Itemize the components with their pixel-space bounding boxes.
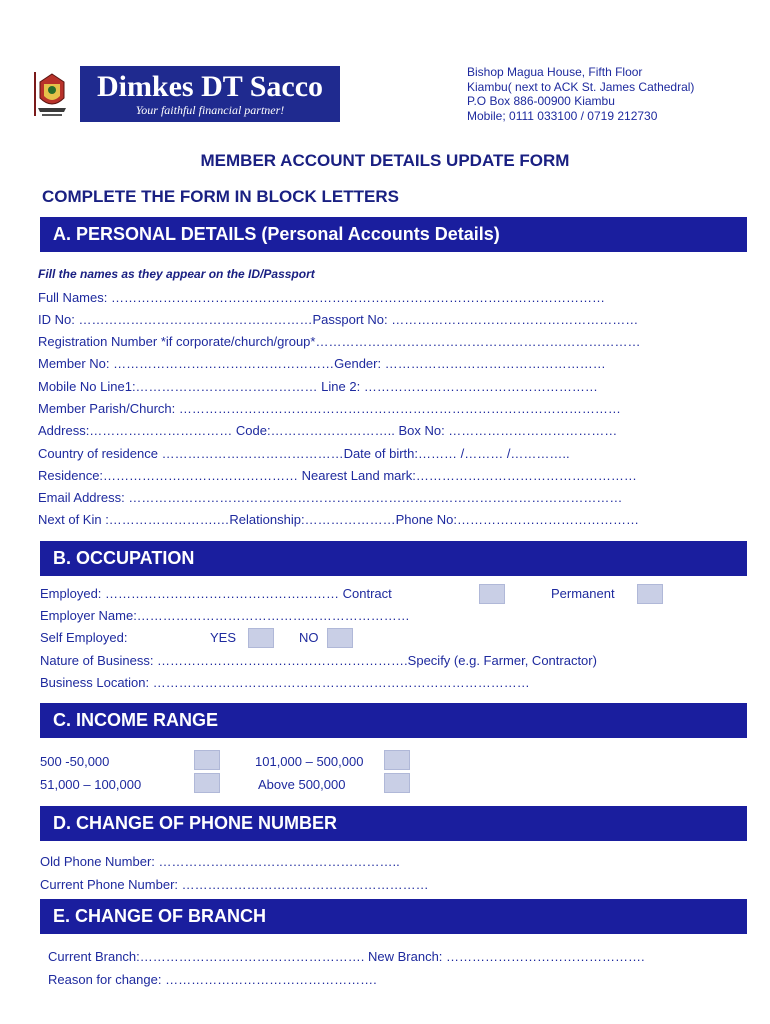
section-b-heading: B. OCCUPATION — [40, 541, 747, 576]
yes-checkbox[interactable] — [248, 628, 274, 648]
permanent-checkbox[interactable] — [637, 584, 663, 604]
income-range-label: 51,000 – 100,000 — [40, 777, 142, 792]
contract-checkbox[interactable] — [479, 584, 505, 604]
parish-church-field[interactable]: Member Parish/Church: ………………………………………………………………………………………… — [38, 401, 621, 416]
section-a-heading: A. PERSONAL DETAILS (Personal Accounts Details) — [40, 217, 747, 252]
id-note: Fill the names as they appear on the ID/Passport — [38, 267, 315, 281]
address-line: Mobile; 0111 033100 / 0719 212730 — [467, 108, 658, 123]
logo-tagline: Your faithful financial partner! — [135, 103, 285, 117]
permanent-label: Permanent — [551, 586, 615, 601]
country-dob-field[interactable]: Country of residence ……………………………………Date of birth:……… /……… /………….. — [38, 446, 570, 461]
residence-landmark-field[interactable]: Residence:……………………………………… Nearest Land mark:…………………………………………… — [38, 468, 637, 483]
section-c-heading: C. INCOME RANGE — [40, 703, 747, 738]
income-range-checkbox[interactable] — [194, 750, 220, 770]
form-instruction: COMPLETE THE FORM IN BLOCK LETTERS — [42, 187, 399, 206]
full-names-field[interactable]: Full Names: …………………………………………………………………………………………………… — [38, 290, 605, 305]
no-label: NO — [299, 630, 319, 645]
logo — [30, 66, 340, 122]
income-range-label: 500 -50,000 — [40, 754, 110, 769]
member-no-gender-field[interactable]: Member No: ……………………………………………Gender: …………………………………………… — [38, 356, 606, 371]
next-of-kin-field[interactable]: Next of Kin :…………………….…Relationship:…………………Phone No:…………………………………… — [38, 512, 640, 527]
old-phone-field[interactable]: Old Phone Number: ……………………………………………….. — [40, 854, 400, 869]
nature-of-business-field[interactable]: Nature of Business: ………………………………………………….Specify (e.g. Farmer, Contractor) — [40, 653, 597, 668]
income-range-checkbox[interactable] — [384, 750, 410, 770]
address-code-box-field[interactable]: Address:…………………………… Code:……………………….. Box No: ………………………………… — [38, 423, 618, 438]
crest-icon — [30, 66, 74, 122]
branch-field[interactable]: Current Branch:……………………………………………. New Branch: ………………………………………. — [48, 949, 645, 964]
address-line: P.O Box 886-00900 Kiambu — [467, 94, 615, 108]
income-range-checkbox[interactable] — [194, 773, 220, 793]
current-phone-field[interactable]: Current Phone Number: ………………………………………………… — [40, 877, 429, 892]
section-e-heading: E. CHANGE OF BRANCH — [40, 899, 747, 934]
mobile-lines-field[interactable]: Mobile No Line1:…………………………………… Line 2: ……………………………………………… — [38, 379, 598, 394]
id-passport-field[interactable]: ID No: ………………………………………………Passport No: ………………………………………………… — [38, 312, 639, 327]
reason-for-change-field[interactable]: Reason for change: …………………………………………. — [48, 972, 377, 987]
employer-name-field[interactable]: Employer Name:……………………………………………………… — [40, 608, 410, 623]
section-d-heading: D. CHANGE OF PHONE NUMBER — [40, 806, 747, 841]
address-line: Kiambu( next to ACK St. James Cathedral) — [467, 79, 695, 94]
income-range-checkbox[interactable] — [384, 773, 410, 793]
form-title: MEMBER ACCOUNT DETAILS UPDATE FORM — [200, 151, 570, 170]
employed-field[interactable]: Employed: ……………………………………………… Contract — [40, 586, 392, 601]
self-employed-label: Self Employed: — [40, 630, 128, 645]
registration-number-field[interactable]: Registration Number *if corporate/church/group*………………………………………………………………… — [38, 334, 641, 349]
business-location-field[interactable]: Business Location: …………………………………………………………………………… — [40, 675, 530, 690]
income-range-label: Above 500,000 — [258, 777, 346, 792]
address-line: Bishop Magua House, Fifth Floor — [467, 65, 643, 79]
logo-name: Dimkes DT Sacco — [96, 70, 324, 103]
no-checkbox[interactable] — [327, 628, 353, 648]
email-field[interactable]: Email Address: …………………………………………………………………………………………………… — [38, 490, 623, 505]
income-range-label: 101,000 – 500,000 — [255, 754, 364, 769]
yes-label: YES — [210, 630, 237, 645]
address-block — [467, 65, 694, 123]
